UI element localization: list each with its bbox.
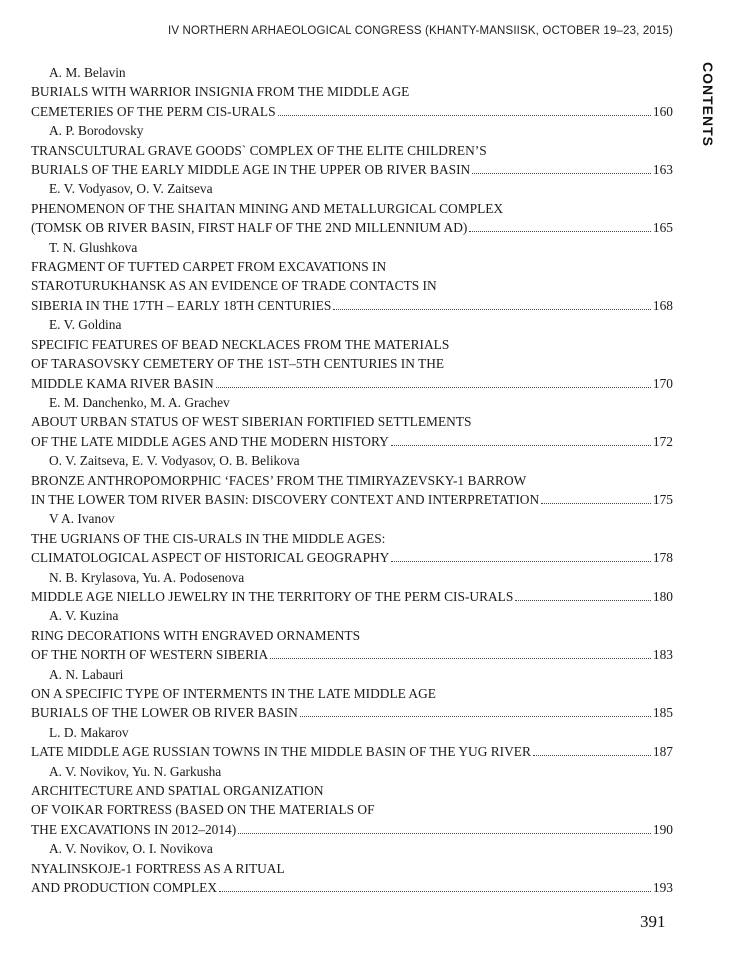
entry-title-text: OF THE LATE MIDDLE AGES AND THE MODERN HISTORY: [31, 433, 389, 449]
dot-leader: [333, 309, 651, 310]
entry-title-text: AND PRODUCTION COMPLEX: [31, 880, 217, 896]
entry-title-line: [31, 878, 673, 897]
entry-title-line: PHENOMENON OF THE SHAITAN MINING AND METALLURGICAL COMPLEX: [31, 200, 504, 216]
entry-authors: A. V. Novikov, Yu. N. Garkusha: [49, 763, 222, 779]
dot-leader: [515, 600, 651, 601]
entry-title-line: [31, 742, 673, 761]
dot-leader: [278, 115, 651, 116]
toc-entry[interactable]: [31, 509, 673, 567]
toc-entry[interactable]: [31, 451, 673, 509]
entry-page-number: 160: [652, 103, 673, 119]
entry-title-line: [31, 703, 673, 722]
table-of-contents: [31, 63, 673, 897]
entry-title-line: [31, 296, 673, 315]
toc-entry[interactable]: [31, 665, 673, 723]
toc-entry[interactable]: [31, 393, 673, 451]
toc-entry[interactable]: [31, 606, 673, 664]
entry-title-line: NYALINSKOJE-1 FORTRESS AS A RITUAL: [31, 860, 285, 876]
dot-leader: [472, 173, 651, 174]
dot-leader: [391, 561, 651, 562]
entry-page-number: 193: [652, 880, 673, 896]
entry-title-line: RING DECORATIONS WITH ENGRAVED ORNAMENTS: [31, 627, 361, 643]
entry-authors: T. N. Glushkova: [49, 239, 138, 255]
toc-entry[interactable]: [31, 238, 673, 316]
entry-title-text: BURIALS OF THE LOWER OB RIVER BASIN: [31, 705, 298, 721]
entry-title-line: TRANSCULTURAL GRAVE GOODS` COMPLEX OF THE ELITE CHILDREN’S: [31, 142, 487, 158]
entry-title-line: [31, 432, 673, 451]
toc-entry[interactable]: [31, 121, 673, 179]
entry-title-line: [31, 645, 673, 664]
entry-authors: A. V. Novikov, O. I. Novikova: [49, 841, 213, 857]
entry-page-number: 168: [652, 297, 673, 313]
entry-authors: V A. Ivanov: [49, 511, 115, 527]
entry-title-line: SPECIFIC FEATURES OF BEAD NECKLACES FROM THE MATERIALS: [31, 336, 450, 352]
entry-authors: A. N. Labauri: [49, 666, 124, 682]
entry-title-line: [31, 820, 673, 839]
entry-title-line: [31, 490, 673, 509]
entry-title-line: FRAGMENT OF TUFTED CARPET FROM EXCAVATIONS IN: [31, 259, 387, 275]
toc-entry[interactable]: [31, 315, 673, 393]
dot-leader: [469, 231, 651, 232]
entry-title-line: ON A SPECIFIC TYPE OF INTERMENTS IN THE LATE MIDDLE AGE: [31, 686, 436, 701]
entry-title-line: ARCHITECTURE AND SPATIAL ORGANIZATION: [31, 783, 324, 799]
entry-title-line: STAROTURUKHANSK AS AN EVIDENCE OF TRADE CONTACTS IN: [31, 278, 437, 294]
entry-title-line: [31, 374, 673, 393]
entry-page-number: 163: [652, 162, 673, 178]
entry-title-text: SIBERIA IN THE 17TH – EARLY 18TH CENTURIES: [31, 297, 332, 313]
dot-leader: [391, 445, 651, 446]
entry-title-line: BRONZE ANTHROPOMORPHIC ‘FACES’ FROM THE TIMIRYAZEVSKY-1 BARROW: [31, 472, 527, 488]
entry-page-number: 175: [652, 491, 673, 507]
dot-leader: [238, 833, 651, 834]
entry-authors: E. M. Danchenko, M. A. Grachev: [49, 394, 230, 410]
entry-page-number: 185: [652, 705, 673, 721]
entry-title-line: BURIALS WITH WARRIOR INSIGNIA FROM THE MIDDLE AGE: [31, 84, 410, 100]
dot-leader: [219, 891, 651, 892]
entry-title-line: [31, 548, 673, 567]
dot-leader: [270, 658, 651, 659]
entry-page-number: 165: [652, 220, 673, 236]
entry-page-number: 170: [652, 375, 673, 391]
running-header: IV NORTHERN ARHAEOLOGICAL CONGRESS (KHANTY-MANSIISK, OCTOBER 19–23, 2015): [168, 25, 673, 37]
entry-title-text: IN THE LOWER TOM RIVER BASIN: DISCOVERY CONTEXT AND INTERPRETATION: [31, 491, 540, 507]
section-side-label: CONTENTS: [700, 62, 716, 147]
entry-title-line: [31, 218, 673, 237]
toc-entry[interactable]: [31, 762, 673, 840]
entry-title-line: [31, 102, 673, 121]
toc-entry[interactable]: [31, 723, 673, 762]
entry-title-text: MIDDLE KAMA RIVER BASIN: [31, 375, 214, 391]
toc-entry[interactable]: [31, 839, 673, 897]
entry-authors: O. V. Zaitseva, E. V. Vodyasov, O. B. Belikova: [49, 453, 300, 469]
entry-authors: N. B. Krylasova, Yu. A. Podosenova: [49, 569, 245, 585]
dot-leader: [541, 503, 651, 504]
toc-entry[interactable]: [31, 568, 673, 607]
entry-authors: L. D. Makarov: [49, 724, 129, 740]
entry-page-number: 183: [652, 647, 673, 663]
page-number: 391: [640, 912, 666, 931]
entry-page-number: 180: [652, 588, 673, 604]
entry-title-text: OF THE NORTH OF WESTERN SIBERIA: [31, 647, 269, 663]
entry-title-text: (TOMSK OB RIVER BASIN, FIRST HALF OF THE 2ND MILLENNIUM AD): [31, 220, 468, 236]
toc-entry[interactable]: [31, 179, 673, 237]
entry-title-line: [31, 587, 673, 606]
toc-entry[interactable]: [31, 63, 673, 121]
entry-title-line: OF TARASOVSKY CEMETERY OF THE 1ST–5TH CENTURIES IN THE: [31, 356, 445, 372]
entry-page-number: 190: [652, 821, 673, 837]
entry-title-text: THE EXCAVATIONS IN 2012–2014): [31, 821, 237, 837]
entry-page-number: 178: [652, 550, 673, 566]
entry-title-text: CEMETERIES OF THE PERM CIS-URALS: [31, 103, 276, 119]
entry-title-text: MIDDLE AGE NIELLO JEWELRY IN THE TERRITORY OF THE PERM CIS-URALS: [31, 588, 514, 604]
entry-authors: E. V. Goldina: [49, 317, 122, 333]
entry-authors: A. P. Borodovsky: [49, 123, 144, 139]
entry-title-line: THE UGRIANS OF THE CIS-URALS IN THE MIDDLE AGES:: [31, 530, 386, 546]
dot-leader: [216, 387, 651, 388]
entry-title-line: OF VOIKAR FORTRESS (BASED ON THE MATERIALS OF: [31, 802, 375, 818]
entry-authors: E. V. Vodyasov, O. V. Zaitseva: [49, 181, 213, 197]
dot-leader: [533, 755, 651, 756]
entry-title-text: LATE MIDDLE AGE RUSSIAN TOWNS IN THE MIDDLE BASIN OF THE YUG RIVER: [31, 744, 531, 760]
entry-authors: A. M. Belavin: [49, 65, 126, 80]
entry-title-line: ABOUT URBAN STATUS OF WEST SIBERIAN FORTIFIED SETTLEMENTS: [31, 414, 472, 430]
entry-title-text: BURIALS OF THE EARLY MIDDLE AGE IN THE UPPER OB RIVER BASIN: [31, 162, 471, 178]
entry-title-text: CLIMATOLOGICAL ASPECT OF HISTORICAL GEOGRAPHY: [31, 550, 390, 566]
entry-authors: A. V. Kuzina: [49, 608, 119, 624]
entry-page-number: 187: [652, 744, 673, 760]
entry-page-number: 172: [652, 433, 673, 449]
dot-leader: [300, 716, 651, 717]
entry-title-line: [31, 160, 673, 179]
